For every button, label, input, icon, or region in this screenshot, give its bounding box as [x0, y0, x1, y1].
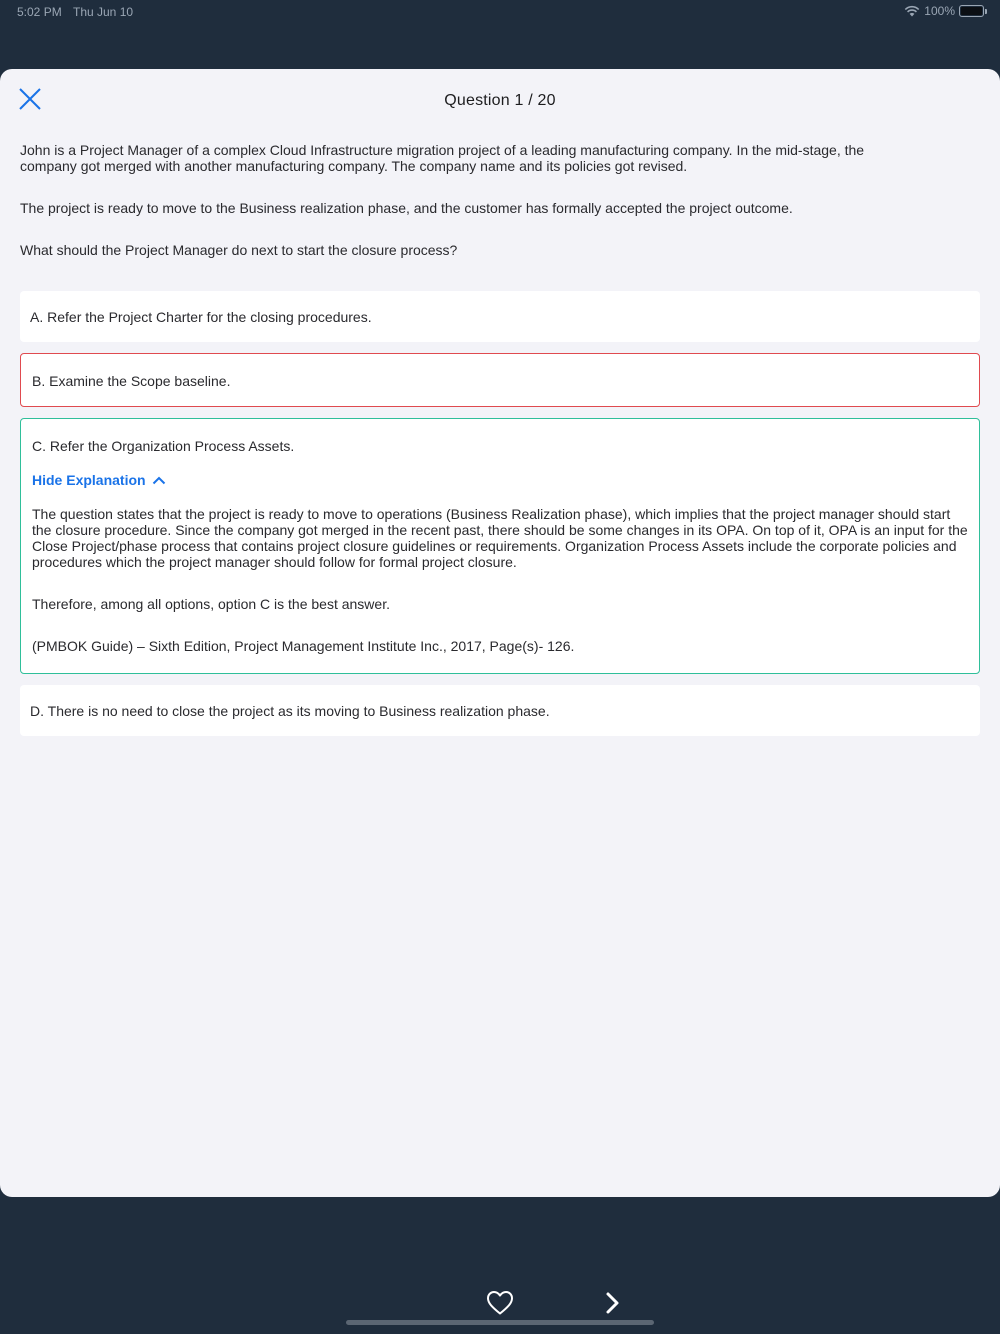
chevron-up-icon: [152, 476, 166, 485]
chevron-right-icon[interactable]: [603, 1291, 621, 1315]
question-prompt: What should the Project Manager do next to start the closure process?: [20, 242, 458, 258]
option-label: C. Refer the Organization Process Assets.: [32, 438, 295, 454]
status-indicators: [904, 4, 984, 18]
explanation-text: [32, 506, 972, 680]
status-bar: [0, 0, 1000, 24]
option-c-correct[interactable]: [20, 418, 980, 674]
explanation-reference: (PMBOK Guide) – Sixth Edition, Project Management Institute Inc., 2017, Page(s)- 126.: [32, 638, 575, 654]
option-b-incorrect[interactable]: [20, 353, 980, 407]
hide-explanation-button[interactable]: [32, 472, 166, 488]
bottom-toolbar: [0, 1197, 1000, 1334]
status-time: 5:02 PM: [17, 5, 62, 19]
option-a[interactable]: [20, 291, 980, 342]
page-title: Question 1 / 20: [444, 92, 556, 109]
status-date: Thu Jun 10: [73, 5, 134, 19]
option-d[interactable]: [20, 685, 980, 736]
explanation-paragraph: Therefore, among all options, option C is the best answer.: [32, 596, 390, 612]
heart-icon[interactable]: [486, 1290, 514, 1316]
question-text: [20, 142, 900, 284]
explanation-paragraph: The question states that the project is ready to move to operations (Business Realization phase), which implies that the project manager should start the closure procedure. Since the company got merged in the recent past, there should be some changes in its OPA. On top of it, OPA is an input for the Close Project/phase process that contains project closure guidelines or requirements. Organization Process Assets include the corporate policies and procedures which the project manager should follow for formal project closure.: [32, 506, 968, 570]
question-paragraph: The project is ready to move to the Business realization phase, and the customer has formally accepted the project outcome.: [20, 200, 793, 216]
wifi-icon: [904, 5, 920, 17]
battery-icon: [959, 5, 984, 17]
question-paragraph: John is a Project Manager of a complex Cloud Infrastructure migration project of a leading manufacturing company. In the mid-stage, the company got merged with another manufacturing company. The company name and its policies got revised.: [20, 142, 865, 174]
battery-percent: 100%: [924, 4, 955, 18]
home-indicator[interactable]: [346, 1320, 654, 1325]
option-label: D. There is no need to close the project as its moving to Business realization phase.: [30, 703, 550, 719]
option-label: B. Examine the Scope baseline.: [32, 373, 231, 389]
option-label: A. Refer the Project Charter for the closing procedures.: [30, 309, 372, 325]
question-sheet: [0, 69, 1000, 1197]
hide-explanation-label: Hide Explanation: [32, 472, 146, 488]
